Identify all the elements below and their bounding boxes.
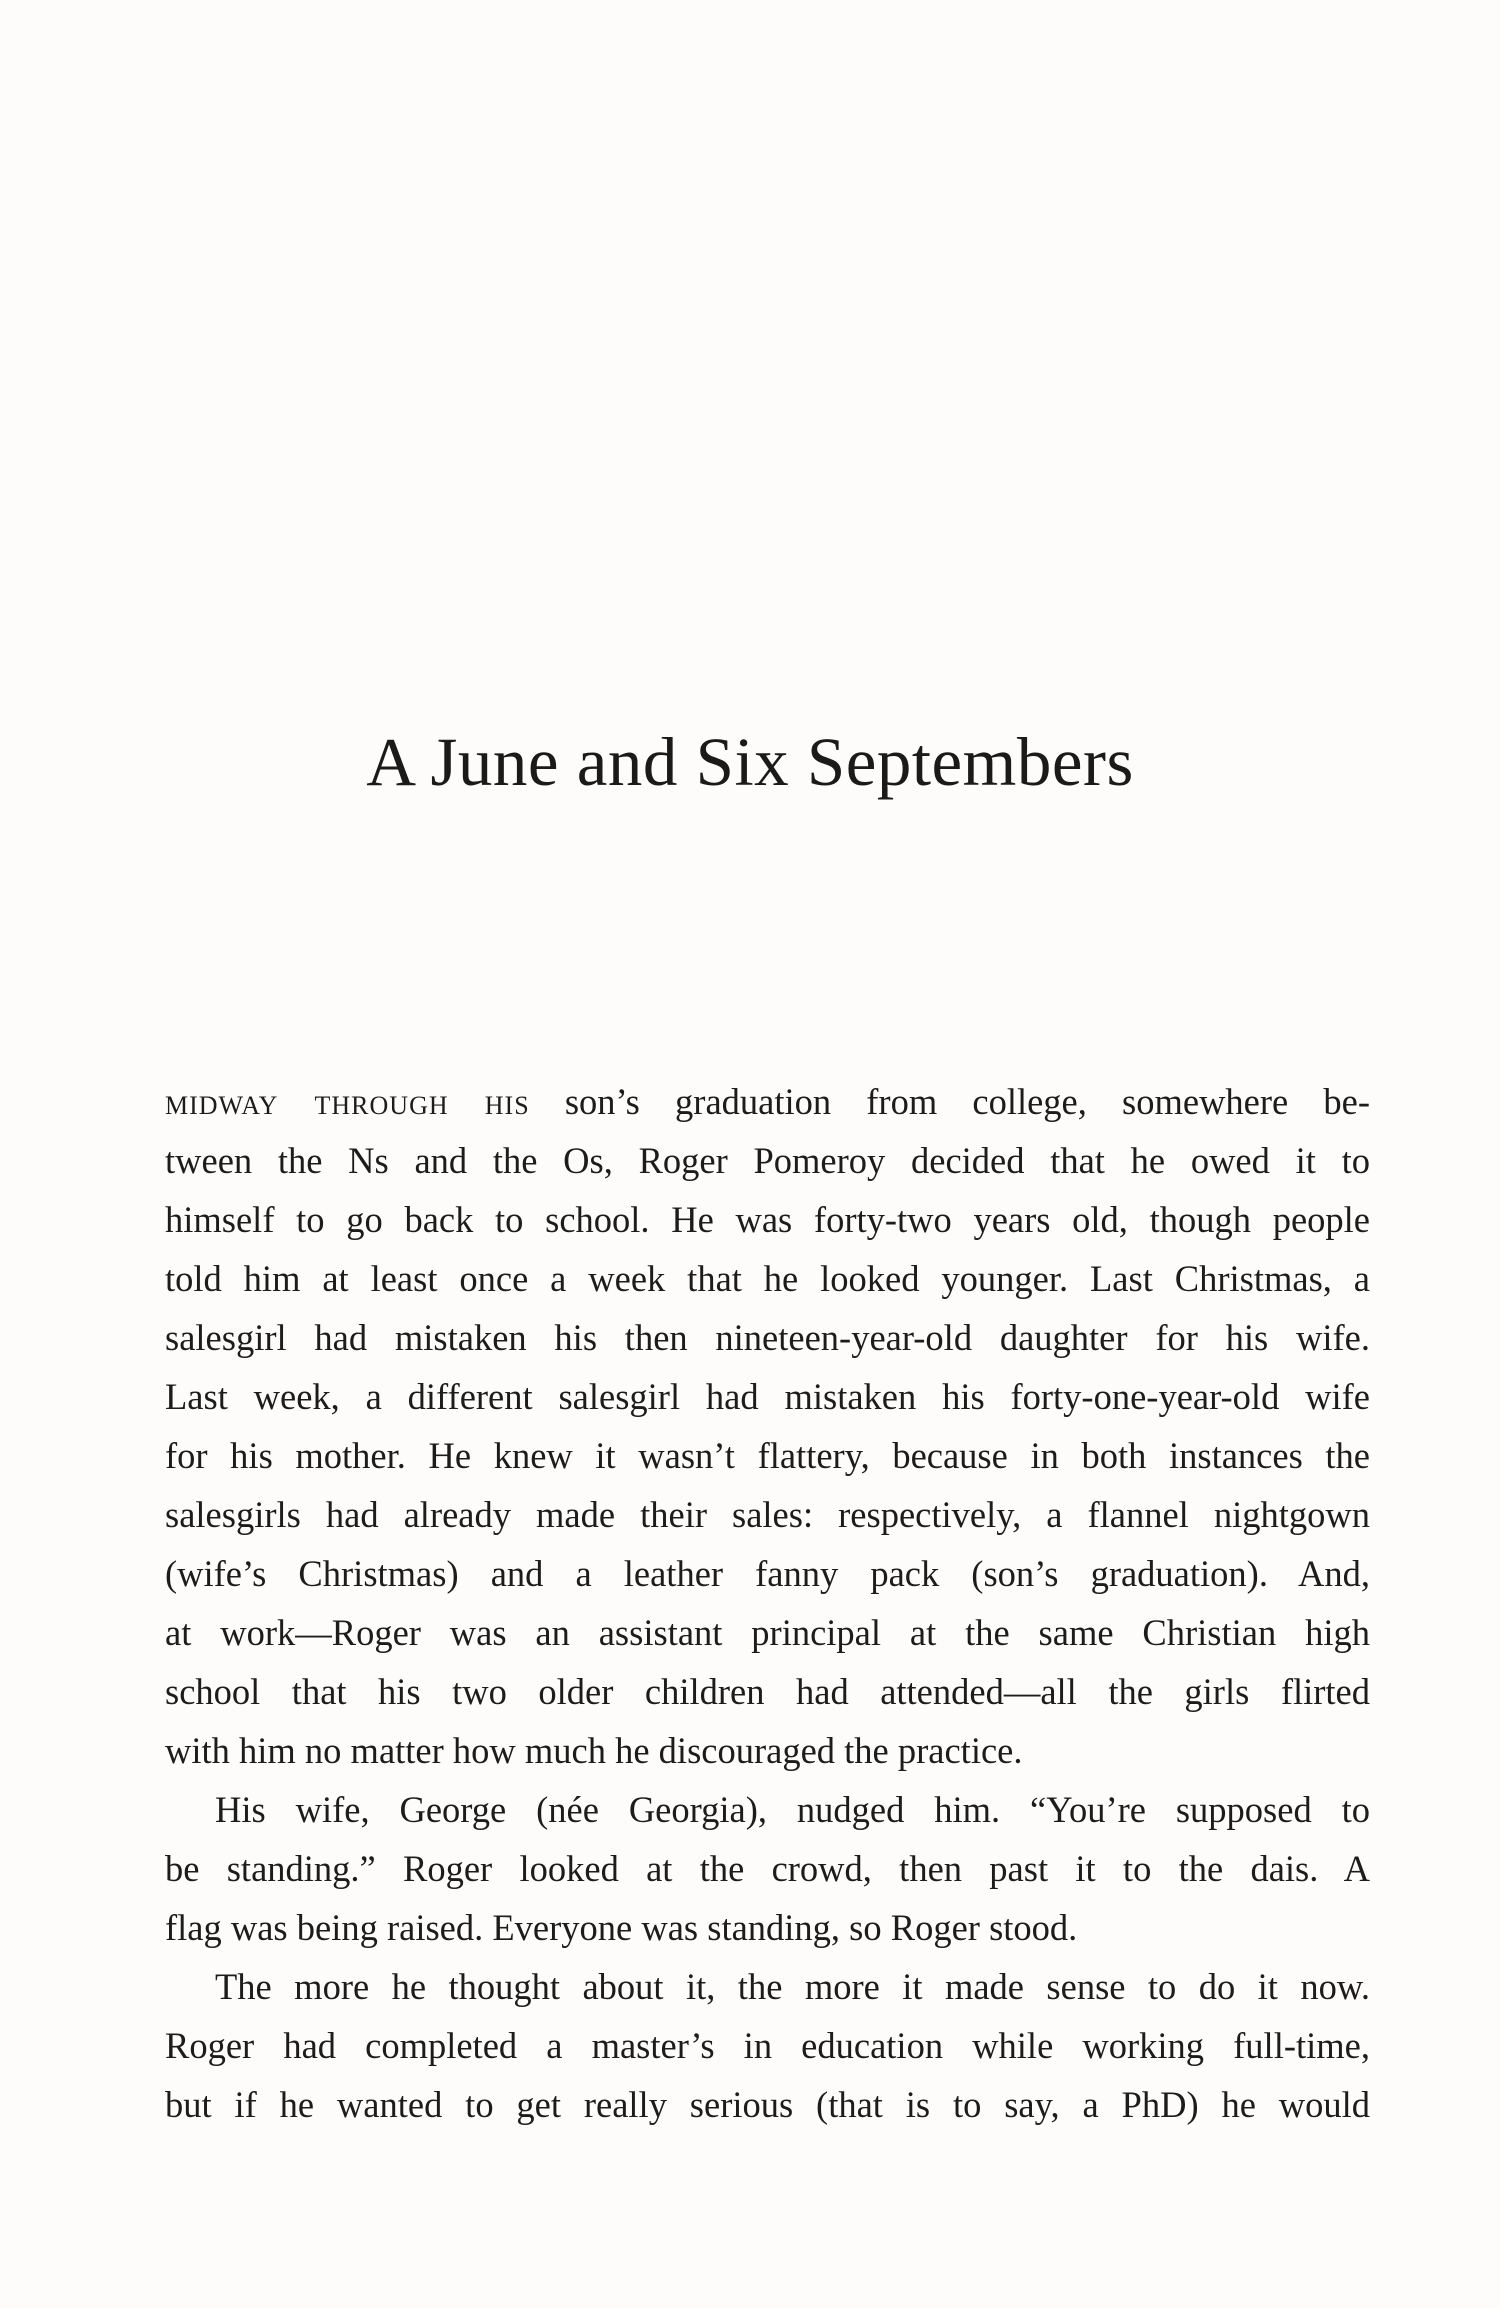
text-line: told him at least once a week that he looked younger. Last Christmas, a bbox=[165, 1258, 1370, 1299]
body-text bbox=[165, 1072, 1370, 2134]
text-line: Last week, a different salesgirl had mistaken his forty-one-year-old wife bbox=[165, 1376, 1370, 1417]
paragraph-1 bbox=[165, 1072, 1370, 1780]
paragraph-2 bbox=[165, 1780, 1370, 1957]
paragraph-3 bbox=[165, 1957, 1370, 2134]
text-line bbox=[165, 1072, 1370, 1131]
text-line-content: son’s graduation from college, somewhere be- bbox=[529, 1081, 1370, 1122]
text-line: (wife’s Christmas) and a leather fanny pack (son’s graduation). And, bbox=[165, 1553, 1370, 1594]
text-line: but if he wanted to get really serious (that is to say, a PhD) he would bbox=[165, 2084, 1370, 2125]
text-line: salesgirl had mistaken his then nineteen-year-old daughter for his wife. bbox=[165, 1317, 1370, 1358]
text-line: His wife, George (née Georgia), nudged him. “You’re supposed to bbox=[215, 1789, 1370, 1830]
lead-in-smallcaps: midway through his bbox=[165, 1081, 530, 1122]
text-line: with him no matter how much he discouraged the practice. bbox=[165, 1730, 1023, 1771]
text-line: tween the Ns and the Os, Roger Pomeroy decided that he owed it to bbox=[165, 1140, 1370, 1181]
text-line: school that his two older children had attended—all the girls flirted bbox=[165, 1671, 1370, 1712]
text-line: flag was being raised. Everyone was standing, so Roger stood. bbox=[165, 1907, 1078, 1948]
text-line: Roger had completed a master’s in education while working full-time, bbox=[165, 2025, 1370, 2066]
text-line: be standing.” Roger looked at the crowd, then past it to the dais. A bbox=[165, 1848, 1370, 1889]
chapter-title: A June and Six Septembers bbox=[366, 724, 1134, 800]
text-line: The more he thought about it, the more it made sense to do it now. bbox=[215, 1966, 1370, 2007]
text-line: himself to go back to school. He was forty-two years old, though people bbox=[165, 1199, 1370, 1240]
text-line: at work—Roger was an assistant principal at the same Christian high bbox=[165, 1612, 1370, 1653]
text-line: for his mother. He knew it wasn’t flattery, because in both instances the bbox=[165, 1435, 1370, 1476]
text-line: salesgirls had already made their sales: respectively, a flannel nightgown bbox=[165, 1494, 1370, 1535]
